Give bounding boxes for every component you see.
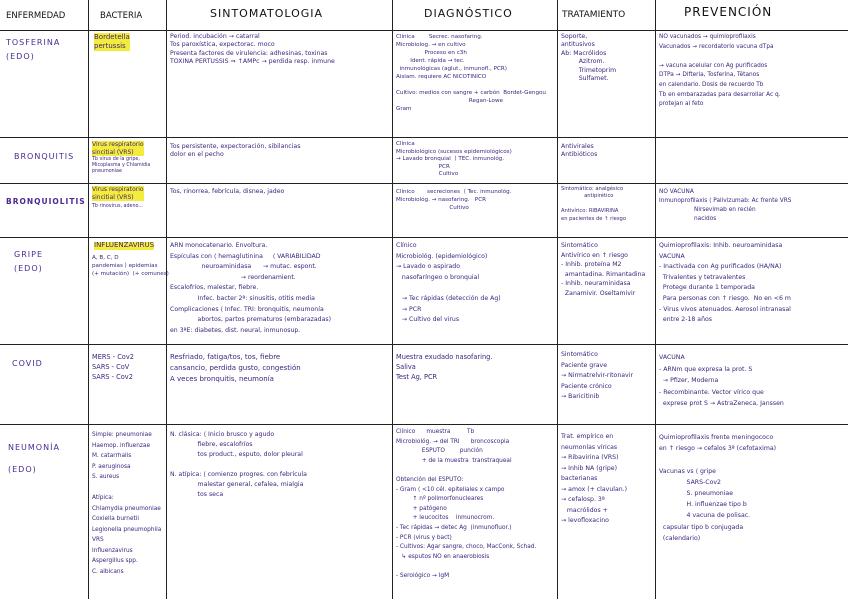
symptoms-text: ARN monocatenario. Envoltura. Espículas con ⟨ hemaglutinina ⟨ VARIABILIDAD neuroaminidasa → mutac. espont. → reordenamient. Escalofríos, malestar, fiebre. Infec. bacter 2ª: sinusitis, otitis media Complicaciones ⟨ Infec. TRI: bronquitis, neumonía abortos, partos prematuros (embarazadas) en 3ªE: diabetes, dist. neural, inmunosup. [170, 242, 332, 334]
row-divider [0, 344, 848, 345]
bacteria-extra: A, B, C, D pandemias ⟩ epidemias (+ mutación) (+ comunes) [92, 255, 169, 277]
prevention-text: VACUNA - ARNm que expresa la prot. S → Pfizer, Moderna - Recombinante. Vector vírico que exprese prot S → AstraZeneca, Janssen [659, 354, 784, 408]
bacteria-name: MERS - Cov2 SARS - CoV SARS - Cov2 [92, 353, 134, 381]
row-divider [0, 183, 848, 184]
header-enfermedad: ENFERMEDAD [6, 11, 66, 21]
diagnosis-text: Clínico Microbiológ. (epidemiológico) → Lavado o aspirado nasofaríngeo o bronquial → Tec rápidas (detección de Ag) → PCR → Cultivo del virus [396, 242, 501, 324]
row-divider [0, 30, 848, 31]
row-divider [0, 137, 848, 138]
header-diagnostico: DIAGNÓSTICO [424, 7, 513, 20]
disease-name: BRONQUITIS [14, 152, 75, 161]
symptoms-text: N. clásica: ⟨ Inicio brusco y agudo fiebre, escalofríos tos product., esputo, dolor pleural N. atípica: ⟨ comienzo progres. con febrícula malestar general, cefalea, mialgia tos seca [170, 431, 307, 498]
prevention-text: Quimioprofilaxis: Inhib. neuroaminidasa VACUNA - Inactivada con Ag purificados (HA/NA) Trivalentes y tetravalentes Protege durante 1 temporada Para personas con ↑ riesgo. No en <6 m - Virus vivos atenuados. Aerosol intranasal entre 2-18 años [659, 242, 791, 324]
prevention-text: NO VACUNA Inmunoprofilaxis ⟨ Palivizumab: Ac frente VRS Nirsevimab en recién nacidos [659, 189, 792, 222]
bacteria-name: Bordetella pertussis [94, 33, 130, 50]
header-bacteria: BACTERIA [100, 11, 143, 21]
treatment-text: Trat. empírico en neumonías víricas → Ribavirina (VRS) → Inhib NA (gripe) bacterianas → amox (+ clavulan.) → cefalosp. 3ª macrólidos + → levofloxacino [561, 433, 628, 524]
disease-name: COVID [12, 359, 43, 368]
header-sintomatologia: SINTOMATOLOGIA [210, 7, 324, 20]
diagnosis-text: Clínico muestra Tb Microbiológ. → del TRI broncoscopia ESPUTO punción + de la muestra transtraqueal Obtención del ESPUTO: - Gram ⟨ <10 cél. epiteliales x campo ↑ nº polimorfonucleares + patógeno + leucocitos inmunocrom. - Tec rápidas → detec Ag (inmunofluor.) - PCR (virus y bact) - Cultivos: Agar sangre, choco, MacConk, Schad. ↳ esputos NO en anaerobiosis - Serológico → IgM [396, 429, 537, 579]
column-divider [557, 0, 558, 599]
disease-name: NEUMONÍA (EDO) [8, 443, 60, 474]
diagnosis-text: Muestra exudado nasofaring. Saliva Test Ag, PCR [396, 353, 493, 381]
bacteria-name: Virus respiratorio sincitial (VRS) [92, 141, 144, 156]
treatment-text: Sintomático: analgésico antipirético Antivírico: RIBAVIRINA en pacientes de ↑ riesgo [561, 186, 627, 222]
column-divider [166, 0, 167, 599]
row-divider [0, 237, 848, 238]
prevention-text: Quimioprofilaxis frente meningococo en ↑ riesgo → cefalos 3ª (cefotaxima) Vacunas vs ⟨ gripe SARS-Cov2 S. pneumoniae H. influenzae tipo b 4 vacuna de polisac. capsular tipo b conjugada (calendario) [659, 434, 777, 542]
bacteria-extra: Tb virus de la gripe, Micoplasma y Chlamidia pneumoniae [92, 157, 151, 174]
diagnosis-text: Clínica Microbiológico (sucesos epidemiológicos) → Lavado bronquial ⟨ TEC. inmunológ. PCR Cultivo [396, 141, 512, 178]
disease-name: BRONQUIOLITIS [6, 197, 86, 206]
row-divider [0, 424, 848, 425]
column-divider [655, 0, 656, 599]
header-prevencion: PREVENCIÓN [684, 5, 773, 19]
treatment-text: Antivirales Antibióticos [561, 143, 598, 159]
bacteria-name: Simple: pneumoniae Haemop. influenzae M. catarrhalis P. aeruginosa S. aureus Atípica: Chlamydia pneumoniae Coxiella burnetii Legionella pneumophila VRS Influenzavirus Aspergillus spp. C. albicans [92, 432, 162, 575]
prevention-text: NO vacunados → quimioprofilaxis Vacunados → recordatorio vacuna dTpa → vacuna acelular con Ag purificados DTPa → Difteria, Tosferina, Tétanos en calendario. Dosis de recuerdo Tb Tb en embarazadas para desarrollar Ac q. protejan al feto [659, 34, 781, 108]
diagnosis-text: Clínico secreciones ⟨ Tec. inmunológ. Microbiológ. → nasofaring. PCR Cultivo [396, 189, 512, 211]
diagnosis-text: Clínica Secrec. nasofaring. Microbiolog. → en cultivo Proceso en c3h Ident. rápida → tec. inmunológicas (aglut., inmunofl., PCR) Aislam. requiere AC NICOTINICO Cultivo: medios con sangre + carbón Bordet-Gengou Regan-Lowe Gram [396, 34, 546, 112]
treatment-text: Soporte, antitusivos Ab: Macrólidos Azitrom. Trimetoprim Sulfamet. [561, 33, 617, 83]
symptoms-text: Resfriado, fatiga/tos, tos, fiebre cansancio, perdida gusto, congestión A veces bronquitis, neumonía [170, 353, 301, 383]
bacteria-name: INFLUENZAVIRUS [94, 241, 155, 249]
header-tratamiento: TRATAMIENTO [562, 10, 626, 20]
bacteria-extra: Tb rinovirus, adeno... [92, 204, 143, 209]
symptoms-text: Tos persistente, expectoración, sibilancias dolor en el pecho [170, 143, 301, 159]
bacteria-name: Virus respiratorio sincitial (VRS) [92, 186, 144, 201]
column-divider [88, 0, 89, 599]
treatment-text: Sintomático Antivírico en ↑ riesgo - Inhib. proteína M2 amantadina. Rimantadina - Inhib. neuraminidasa Zanamivir. Oseltamivir [561, 242, 646, 297]
symptoms-text: Tos, rinorrea, febrícula, disnea, jadeo [170, 188, 285, 195]
disease-name: TOSFERINA (EDO) [6, 38, 61, 61]
disease-name: GRIPE (EDO) [14, 250, 43, 273]
column-divider [392, 0, 393, 599]
treatment-text: Sintomático Paciente grave → Nirmatrelvir-ritonavir Paciente crónico → Baricitinib [561, 351, 633, 401]
symptoms-text: Period. incubación → catarral Tos paroxística, expectorac. moco Presenta factores de virulencia: adhesinas, toxinas TOXINA PERTUSSIS ⇒ ↑AMPc → perdida resp. inmune [170, 33, 335, 66]
